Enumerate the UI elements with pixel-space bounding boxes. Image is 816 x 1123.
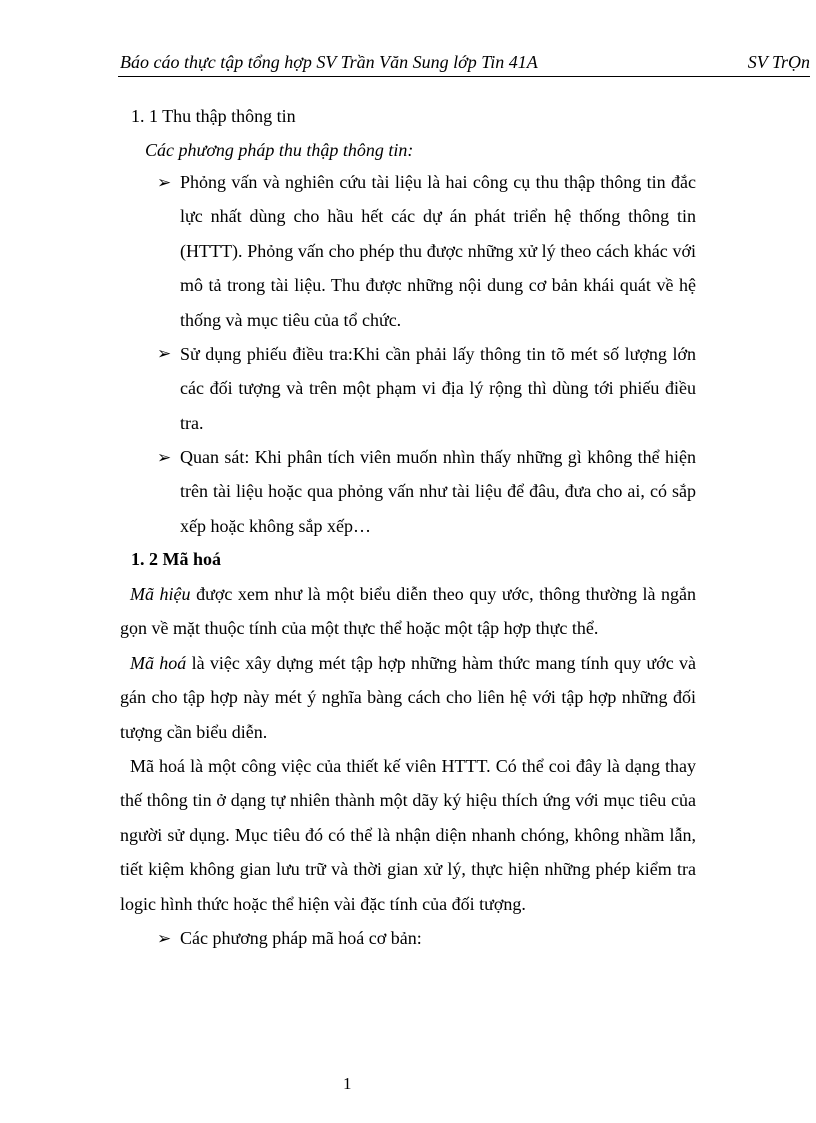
arrow-bullet-icon: ➢ bbox=[157, 448, 172, 467]
header-author: SV TrỌn bbox=[747, 52, 810, 72]
paragraph-ma-hoa-text: là việc xây dựng mét tập hợp những hàm thức mang tính quy ước và gán cho tập hợp này mét ý nghĩa bàng cách cho liên hệ với tập hợp những đối tượng cần biểu diễn. bbox=[120, 653, 696, 742]
page-header bbox=[118, 50, 810, 77]
arrow-bullet-icon: ➢ bbox=[157, 344, 172, 363]
term-ma-hoa: Mã hoá bbox=[130, 653, 187, 673]
bullet-coding-methods: Các phương pháp mã hoá cơ bản: bbox=[180, 928, 422, 948]
bullet-interview: Phỏng vấn và nghiên cứu tài liệu là hai công cụ thu thập thông tin đắc lực nhất dùng cho hầu hết các dự án phát triển hệ thống thông tin (HTTT). Phỏng vấn cho phép thu được những xử lý theo cách khác với mô tả trong tài liệu. Thu được những nội dung cơ bản khái quát về hệ thống và mục tiêu của tổ chức. bbox=[180, 172, 696, 330]
paragraph-ma-hoa bbox=[120, 646, 696, 749]
header-title: Báo cáo thực tập tổng hợp SV Trần Văn Sung lớp Tin 41A bbox=[120, 52, 538, 72]
paragraph-ma-hieu-text: được xem như là một biểu diễn theo quy ước, thông thường là ngắn gọn về mặt thuộc tính của một thực thể hoặc một tập hợp thực thể. bbox=[120, 584, 697, 639]
arrow-bullet-icon: ➢ bbox=[157, 173, 172, 192]
page-number: 1 bbox=[343, 1074, 352, 1093]
section-1-2-title: 1. 2 Mã hoá bbox=[131, 549, 221, 569]
paragraph-ma-hieu bbox=[120, 577, 696, 646]
arrow-bullet-icon: ➢ bbox=[157, 929, 172, 948]
section-1-1-intro: Các phương pháp thu thập thông tin: bbox=[145, 140, 414, 160]
section-1-1-title: 1. 1 Thu thập thông tin bbox=[131, 106, 296, 126]
bullet-survey: Sử dụng phiếu điều tra:Khi cần phải lấy thông tin tõ mét số lượng lớn các đối tượng và trên một phạm vi địa lý rộng thì dùng tới phiếu điều tra. bbox=[180, 344, 696, 433]
paragraph-ma-hoa-description: Mã hoá là một công việc của thiết kế viên HTTT. Có thể coi đây là dạng thay thế thông tin ở dạng tự nhiên thành một dãy ký hiệu thích ứng với mục tiêu của người sử dụng. Mục tiêu đó có thể là nhận diện nhanh chóng, không nhầm lẫn, tiết kiệm không gian lưu trữ và thời gian xử lý, thực hiện những phép kiểm tra logic hình thức hoặc thể hiện vài đặc tính của đối tượng. bbox=[120, 756, 696, 914]
bullet-observation: Quan sát: Khi phân tích viên muốn nhìn thấy những gì không thể hiện trên tài liệu hoặc qua phỏng vấn như tài liệu để đâu, đưa cho ai, có sắp xếp hoặc không sắp xếp… bbox=[180, 447, 696, 536]
term-ma-hieu: Mã hiệu bbox=[130, 584, 191, 604]
